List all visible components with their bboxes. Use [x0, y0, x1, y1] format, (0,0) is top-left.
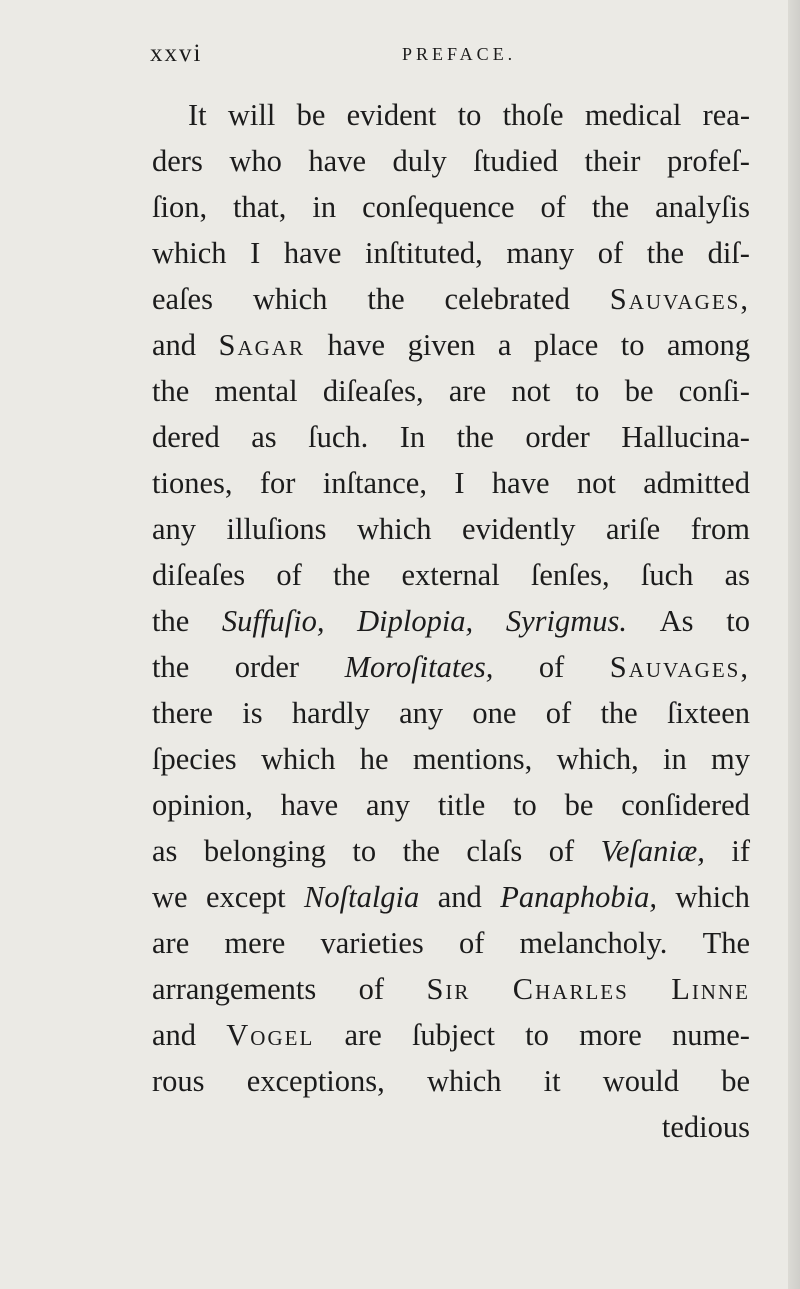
running-head: PREFACE.: [402, 44, 517, 64]
word: that,: [233, 190, 287, 224]
word: Hallucina-: [621, 420, 750, 454]
text-line: [152, 966, 750, 1012]
page-number: xxvi: [150, 40, 203, 67]
word: analyſis: [655, 190, 750, 224]
word: As: [659, 604, 694, 638]
word: which,: [556, 742, 639, 776]
text-line: [152, 552, 750, 598]
word: be: [721, 1064, 750, 1098]
word: Linne: [671, 972, 750, 1006]
page-header: [150, 40, 750, 80]
word: ſion,: [152, 190, 208, 224]
word: Diplopia,: [357, 604, 474, 638]
word: any: [366, 788, 411, 822]
word: ders: [152, 144, 203, 178]
word: I: [454, 466, 465, 500]
word: order: [234, 650, 300, 684]
word: have: [280, 788, 339, 822]
text-line: [152, 828, 750, 874]
word: mental: [214, 374, 298, 408]
word: have: [327, 328, 386, 362]
word: and: [152, 328, 197, 362]
word: have: [283, 236, 342, 270]
word: which: [675, 880, 750, 914]
word: ſuch: [640, 558, 694, 592]
text-line: [152, 782, 750, 828]
word: be: [564, 788, 594, 822]
text-line: [152, 644, 750, 690]
word: the: [402, 834, 440, 868]
word: melancholy.: [519, 926, 668, 960]
text-line: [152, 138, 750, 184]
word: nume-: [672, 1018, 750, 1052]
text-line: [152, 920, 750, 966]
text-line: [152, 460, 750, 506]
word: to: [620, 328, 645, 362]
word: inſtituted,: [365, 236, 483, 270]
word: Sauvages,: [609, 650, 750, 684]
word: title: [437, 788, 486, 822]
word: rea-: [702, 98, 750, 132]
word: any: [152, 512, 197, 546]
word: mentions,: [412, 742, 533, 776]
word: Sagar: [218, 328, 306, 362]
word: given: [407, 328, 476, 362]
word: order: [525, 420, 590, 454]
word: diſ-: [707, 236, 750, 270]
word: Sauvages,: [609, 282, 750, 316]
text-line: [152, 690, 750, 736]
word: Vogel: [226, 1018, 315, 1052]
word: many: [506, 236, 575, 270]
text-line: [152, 736, 750, 782]
word: my: [711, 742, 750, 776]
text-line: [152, 414, 750, 460]
word: we: [152, 880, 188, 914]
word: eaſes: [152, 282, 213, 316]
word: of: [358, 972, 385, 1006]
text-line: [152, 598, 750, 644]
word: conſidered: [621, 788, 750, 822]
word: of: [458, 926, 485, 960]
word: the: [332, 558, 371, 592]
word: in: [663, 742, 687, 776]
word: in: [312, 190, 337, 224]
word: are: [152, 926, 190, 960]
word: the: [456, 420, 494, 454]
word: diſeaſes,: [322, 374, 424, 408]
word: medical: [584, 98, 682, 132]
word: would: [602, 1064, 680, 1098]
word: tiones,: [152, 466, 233, 500]
text-line: [152, 1058, 750, 1104]
word: which: [260, 742, 336, 776]
word: Panaphobia,: [500, 880, 657, 914]
word: thoſe: [502, 98, 564, 132]
word: their: [584, 144, 641, 178]
word: are: [344, 1018, 382, 1052]
word: Sir: [426, 972, 471, 1006]
word: hardly: [291, 696, 370, 730]
word: of: [545, 696, 572, 730]
word: ariſe: [606, 512, 661, 546]
word: evidently: [462, 512, 576, 546]
word: rous: [152, 1064, 205, 1098]
word: the: [152, 650, 190, 684]
text-line: [152, 322, 750, 368]
text-line: [152, 368, 750, 414]
word: is: [242, 696, 263, 730]
word: the: [152, 604, 190, 638]
word: mere: [224, 926, 286, 960]
word: for: [259, 466, 296, 500]
word: I: [250, 236, 261, 270]
word: place: [533, 328, 599, 362]
word: dered: [152, 420, 220, 454]
word: which: [152, 236, 227, 270]
word: external: [401, 558, 500, 592]
word: ſenſes,: [530, 558, 610, 592]
word: inſtance,: [322, 466, 427, 500]
word: of: [540, 190, 566, 224]
word: the: [600, 696, 638, 730]
word: Suffuſio,: [221, 604, 325, 638]
word: to: [352, 834, 377, 868]
text-line: [152, 874, 750, 920]
word: be: [296, 98, 326, 132]
word: except: [206, 880, 286, 914]
word: which: [357, 512, 432, 546]
word: to: [513, 788, 537, 822]
word: exceptions,: [246, 1064, 385, 1098]
word: It: [188, 98, 207, 132]
page-edge: [788, 0, 800, 1289]
word: of: [276, 558, 302, 592]
word: The: [702, 926, 750, 960]
word: and: [152, 1018, 197, 1052]
word: ſuch.: [308, 420, 369, 454]
word: Moroſitates,: [344, 650, 494, 684]
word: he: [359, 742, 389, 776]
word: profeſ-: [666, 144, 750, 178]
word: are: [448, 374, 487, 408]
word: the: [367, 282, 405, 316]
word: Charles: [512, 972, 629, 1006]
word: it: [543, 1064, 561, 1098]
word: have: [308, 144, 366, 178]
word: admitted: [643, 466, 750, 500]
word: there: [152, 696, 213, 730]
word: have: [491, 466, 550, 500]
word: the: [646, 236, 684, 270]
word: ſubject: [411, 1018, 495, 1052]
word: will: [227, 98, 276, 132]
word: to: [457, 98, 482, 132]
word: who: [229, 144, 282, 178]
word: if: [731, 834, 750, 868]
word: celebrated: [444, 282, 570, 316]
word: duly: [392, 144, 447, 178]
word: as: [251, 420, 277, 454]
word: more: [579, 1018, 642, 1052]
word: a: [497, 328, 512, 362]
word: Veſaniæ,: [600, 834, 705, 868]
word: conſi-: [678, 374, 750, 408]
word: the: [591, 190, 630, 224]
word: evident: [346, 98, 437, 132]
word: one: [472, 696, 517, 730]
word: as: [152, 834, 178, 868]
word: varieties: [320, 926, 424, 960]
word: not: [511, 374, 551, 408]
word: as: [724, 558, 750, 592]
catchword: tedious: [661, 1110, 750, 1144]
text-line: [152, 230, 750, 276]
word: diſeaſes: [152, 558, 246, 592]
word: ſpecies: [152, 742, 237, 776]
body-text: [152, 92, 750, 1150]
text-line: [152, 92, 750, 138]
word: In: [399, 420, 426, 454]
word: to: [575, 374, 600, 408]
word: opinion,: [152, 788, 253, 822]
word: from: [690, 512, 750, 546]
word: ſixteen: [666, 696, 750, 730]
text-line: [152, 276, 750, 322]
word: Syrigmus.: [505, 604, 627, 638]
word: arrangements: [152, 972, 317, 1006]
word: of: [548, 834, 575, 868]
word: illuſions: [226, 512, 327, 546]
word: of: [538, 650, 565, 684]
text-line: [152, 184, 750, 230]
word: conſequence: [362, 190, 515, 224]
word: claſs: [466, 834, 523, 868]
word: which: [252, 282, 328, 316]
word: any: [399, 696, 444, 730]
word: be: [624, 374, 654, 408]
word: of: [597, 236, 624, 270]
word: Noſtalgia: [304, 880, 420, 914]
word: not: [576, 466, 616, 500]
word: the: [152, 374, 190, 408]
word: which: [426, 1064, 502, 1098]
word: ſtudied: [473, 144, 559, 178]
word: to: [726, 604, 750, 638]
word: belonging: [203, 834, 326, 868]
text-line: [152, 506, 750, 552]
text-line: [152, 1012, 750, 1058]
word: and: [437, 880, 482, 914]
word: to: [525, 1018, 549, 1052]
word: among: [666, 328, 750, 362]
